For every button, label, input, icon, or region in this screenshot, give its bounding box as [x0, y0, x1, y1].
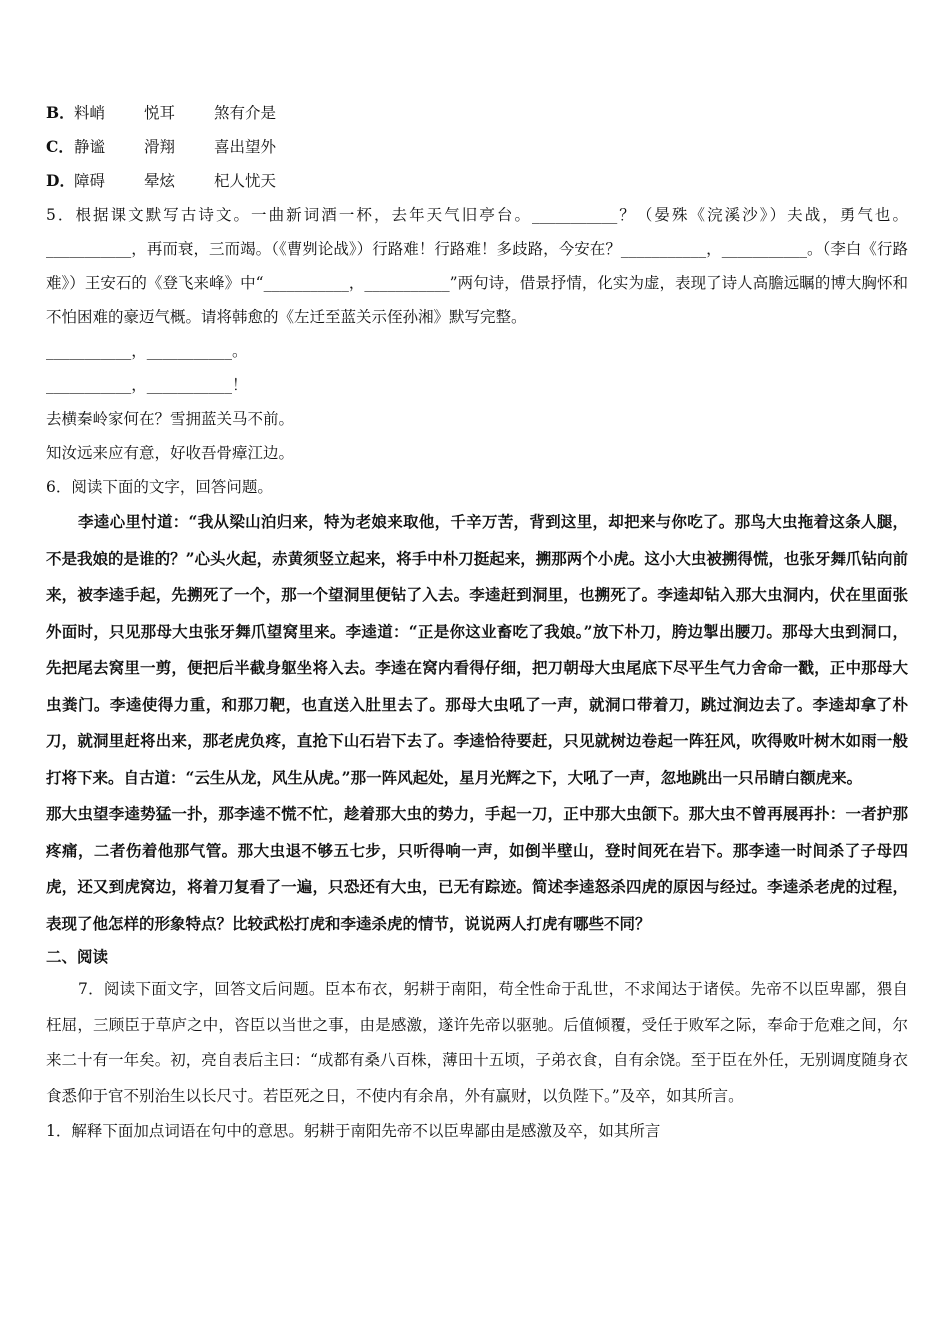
q6-passage-2: 那大虫望李逵势猛一扑，那李逵不慌不忙，趁着那大虫的势力，手起一刀，正中那大虫颌下。那大虫不曾再展再扑：一者护那疼痛，二者伤着他那气管。那大虫退不够五七步，只听得响一声，如倒半壁山，登时间死在岩下。那李逵一时间杀了子母四虎，还又到虎窝边，将着刀复看了一遍，只恐还有大虫，已无有踪迹。简述李逵怒杀四虎的原因与经过。李逵杀老虎的过程，表现了他怎样的形象特点？比较武松打虎和李逵杀虎的情节，说说两人打虎有哪些不同？	[46, 804, 908, 933]
option-d	[46, 164, 908, 198]
question-6-heading: 6．阅读下面的文字，回答问题。	[46, 478, 273, 496]
option-key: B．	[46, 103, 75, 122]
section-2-heading: 二、阅读	[46, 947, 109, 966]
option-word: 滑翔	[144, 138, 176, 156]
option-word: 悦耳	[144, 104, 176, 122]
question-5-text: 5．根据课文默写古诗文。一曲新词酒一杯，去年天气旧亭台。___________？（晏殊《浣溪沙》）夫战，勇气也。___________，再而衰，三而竭。（《曹刿论战》）行路难！行路难！多歧路，今安在？___________，___________。（李白《行路难》）王安石的《登飞来峰》中“___________，___________”两句诗，借景抒情，化实为虚，表现了诗人高膽远瞩的博大胸怀和不怕困难的豪迈气概。请将韩愈的《左迁至蓝关示侄孙湘》默写完整。	[46, 206, 908, 326]
option-word: 料峭	[74, 104, 106, 122]
question-7-sub-1: 1．解释下面加点词语在句中的意思。躬耕于南阳先帝不以臣卑鄙由是感激及卒，如其所言	[46, 1122, 661, 1140]
option-word: 晕炫	[144, 172, 176, 190]
option-b	[46, 96, 908, 130]
question-7-text: 7．阅读下面文字，回答文后问题。臣本布衣，躬耕于南阳，苟全性命于乱世，不求闻达于诸侯。先帝不以臣卑鄙，猥自枉屈，三顾臣于草庐之中，咨臣以当世之事，由是感激，遂许先帝以驱驰。后值倾覆，受任于败军之际，奉命于危难之间，尔来二十有一年矣。初，亮自表后主曰：“成都有桑八百株，薄田十五顷，子弟衣食，自有余饶。至于臣在外任，无别调度随身衣食悉仰于官不别治生以长尺寸。若臣死之日，不使内有余帛，外有赢财，以负陛下。”及卒，如其所言。	[46, 980, 908, 1105]
q5-poem-line-1: 去横秦岭家何在？雪拥蓝关马不前。	[46, 410, 295, 428]
option-c	[46, 130, 908, 164]
q6-passage-1: 李逵心里忖道：“我从梁山泊归来，特为老娘来取他，千辛万苦，背到这里，却把来与你吃了。那鸟大虫拖着这条人腿，不是我娘的是谁的？”心头火起，赤黄须竖立起来，将手中朴刀挺起来，搠那两个小虎。这小大虫被搠得慌，也张牙舞爪钻向前来，被李逵手起，先搠死了一个，那一个望洞里便钻了入去。李逵赶到洞里，也搠死了。李逵却钻入那大虫洞内，伏在里面张外面时，只见那母大虫张牙舞爪望窝里来。李逵道：“正是你这业畜吃了我娘。”放下朴刀，胯边掣出腰刀。那母大虫到洞口，先把尾去窝里一剪，便把后半截身躯坐将入去。李逵在窝内看得仔细，把刀朝母大虫尾底下尽平生气力舍命一戳，正中那母大虫粪门。李逵使得力重，和那刀靶，也直送入肚里去了。那母大虫吼了一声，就洞口带着刀，跳过涧边去了。李逵却拿了朴刀，就洞里赶将出来，那老虎负疼，直抢下山石岩下去了。李逵恰待要赶，只见就树边卷起一阵狂风，吹得败叶树木如雨一般打将下来。自古道：“云生从龙，风生从虎。”那一阵风起处，星月光辉之下，大吼了一声，忽地跳出一只吊睛白额虎来。	[46, 512, 908, 787]
q5-blank-line-1: ___________，___________。	[46, 342, 248, 360]
option-key: D．	[46, 171, 75, 190]
option-word: 杞人忧天	[214, 172, 277, 190]
option-word: 静谧	[74, 138, 106, 156]
document-page	[46, 96, 908, 1148]
q5-poem-line-2: 知汝远来应有意，好收吾骨瘴江边。	[46, 444, 295, 462]
option-word: 煞有介是	[214, 104, 277, 122]
option-word: 喜出望外	[214, 138, 277, 156]
q5-blank-line-2: ___________，___________！	[46, 376, 248, 394]
option-key: C．	[46, 137, 74, 156]
option-word: 障碍	[74, 172, 106, 190]
